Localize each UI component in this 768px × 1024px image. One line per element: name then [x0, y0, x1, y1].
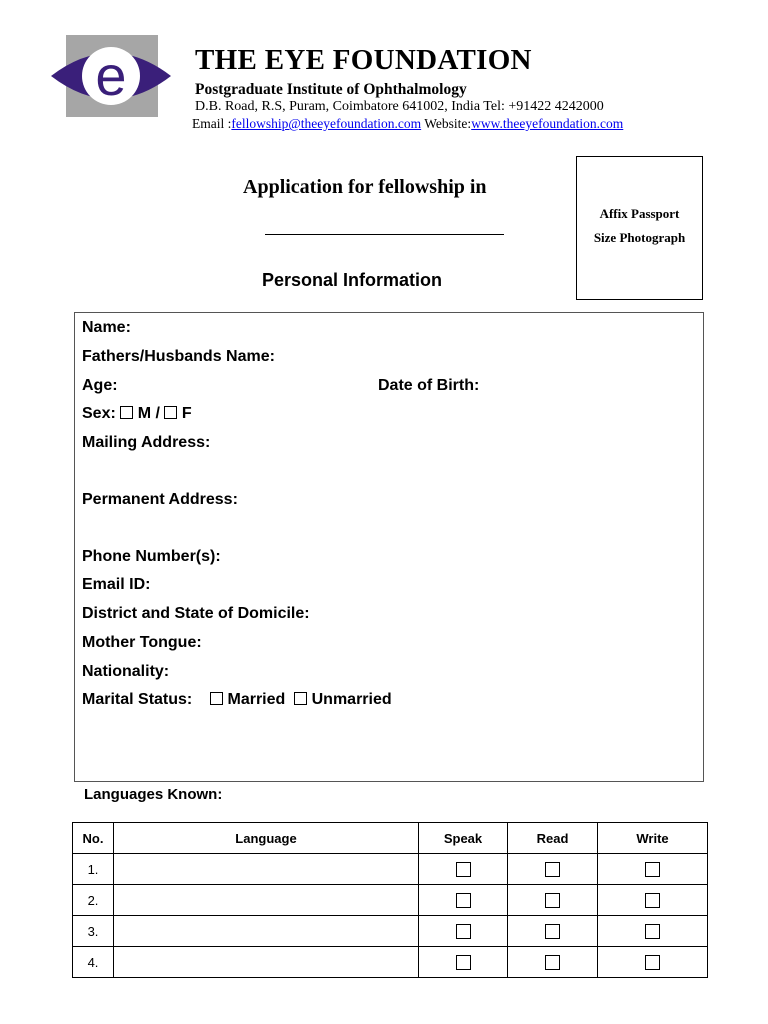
read-cell [508, 916, 598, 947]
phone-field[interactable]: Phone Number(s): [82, 548, 221, 565]
languages-table [72, 822, 708, 978]
sex-field [82, 405, 192, 423]
speak-checkbox[interactable] [456, 893, 471, 908]
read-cell [508, 947, 598, 978]
dob-field[interactable]: Date of Birth: [378, 377, 480, 394]
speak-cell [419, 916, 508, 947]
read-checkbox[interactable] [545, 955, 560, 970]
read-checkbox[interactable] [545, 862, 560, 877]
mother-tongue-field[interactable]: Mother Tongue: [82, 634, 202, 651]
write-cell [598, 916, 708, 947]
column-header-read: Read [508, 823, 598, 854]
sex-male-checkbox[interactable] [120, 406, 133, 419]
speak-checkbox[interactable] [456, 862, 471, 877]
marital-status-label: Marital Status: [82, 691, 193, 708]
married-label: Married [227, 691, 286, 708]
application-title: Application for fellowship in [243, 176, 487, 198]
website-link[interactable]: www.theeyefoundation.com [471, 116, 624, 131]
domicile-field[interactable]: District and State of Domicile: [82, 605, 310, 622]
website-label: Website: [421, 116, 472, 131]
column-header-language: Language [114, 823, 419, 854]
passport-photo-box [576, 156, 703, 300]
table-header-row [73, 823, 708, 854]
speak-cell [419, 947, 508, 978]
read-checkbox[interactable] [545, 924, 560, 939]
languages-heading: Languages Known: [84, 786, 223, 803]
language-cell[interactable] [114, 916, 419, 947]
unmarried-label: Unmarried [311, 691, 392, 708]
age-field[interactable]: Age: [82, 377, 118, 394]
table-row [73, 854, 708, 885]
write-cell [598, 885, 708, 916]
organization-name: THE EYE FOUNDATION [195, 44, 532, 76]
table-row [73, 885, 708, 916]
personal-info-box [74, 312, 704, 782]
write-cell [598, 854, 708, 885]
write-checkbox[interactable] [645, 893, 660, 908]
write-cell [598, 947, 708, 978]
row-number: 3. [73, 916, 114, 947]
name-field[interactable]: Name: [82, 319, 131, 336]
column-header-no: No. [73, 823, 114, 854]
fellowship-blank-line[interactable] [265, 234, 504, 235]
mailing-address-field[interactable]: Mailing Address: [82, 434, 211, 451]
column-header-speak: Speak [419, 823, 508, 854]
organization-subtitle: Postgraduate Institute of Ophthalmology [195, 81, 467, 98]
email-label: Email : [192, 116, 232, 131]
read-cell [508, 854, 598, 885]
section-title: Personal Information [262, 270, 443, 290]
sex-female-checkbox[interactable] [164, 406, 177, 419]
column-header-write: Write [598, 823, 708, 854]
language-cell[interactable] [114, 947, 419, 978]
email-id-field[interactable]: Email ID: [82, 576, 151, 593]
sex-female-label: F [181, 405, 192, 422]
row-number: 1. [73, 854, 114, 885]
row-number: 2. [73, 885, 114, 916]
write-checkbox[interactable] [645, 955, 660, 970]
eye-foundation-logo [50, 35, 172, 117]
table-row [73, 916, 708, 947]
speak-cell [419, 885, 508, 916]
table-row [73, 947, 708, 978]
language-cell[interactable] [114, 854, 419, 885]
read-checkbox[interactable] [545, 893, 560, 908]
photo-box-line2: Size Photograph [593, 230, 686, 245]
nationality-field[interactable]: Nationality: [82, 663, 170, 680]
language-cell[interactable] [114, 885, 419, 916]
write-checkbox[interactable] [645, 862, 660, 877]
organization-address: D.B. Road, R.S, Puram, Coimbatore 641002, India Tel: +91422 4242000 [195, 99, 604, 114]
email-link[interactable]: fellowship@theeyefoundation.com [231, 116, 422, 131]
speak-cell [419, 854, 508, 885]
speak-checkbox[interactable] [456, 924, 471, 939]
marital-status-field [82, 691, 392, 709]
read-cell [508, 885, 598, 916]
sex-label: Sex: [82, 405, 116, 422]
write-checkbox[interactable] [645, 924, 660, 939]
married-checkbox[interactable] [210, 692, 223, 705]
sex-male-label: M / [137, 405, 160, 422]
logo-letter: e [95, 44, 127, 107]
father-name-field[interactable]: Fathers/Husbands Name: [82, 348, 275, 365]
speak-checkbox[interactable] [456, 955, 471, 970]
unmarried-checkbox[interactable] [294, 692, 307, 705]
organization-contact [192, 116, 623, 132]
row-number: 4. [73, 947, 114, 978]
permanent-address-field[interactable]: Permanent Address: [82, 491, 238, 508]
photo-box-line1: Affix Passport [599, 206, 680, 221]
